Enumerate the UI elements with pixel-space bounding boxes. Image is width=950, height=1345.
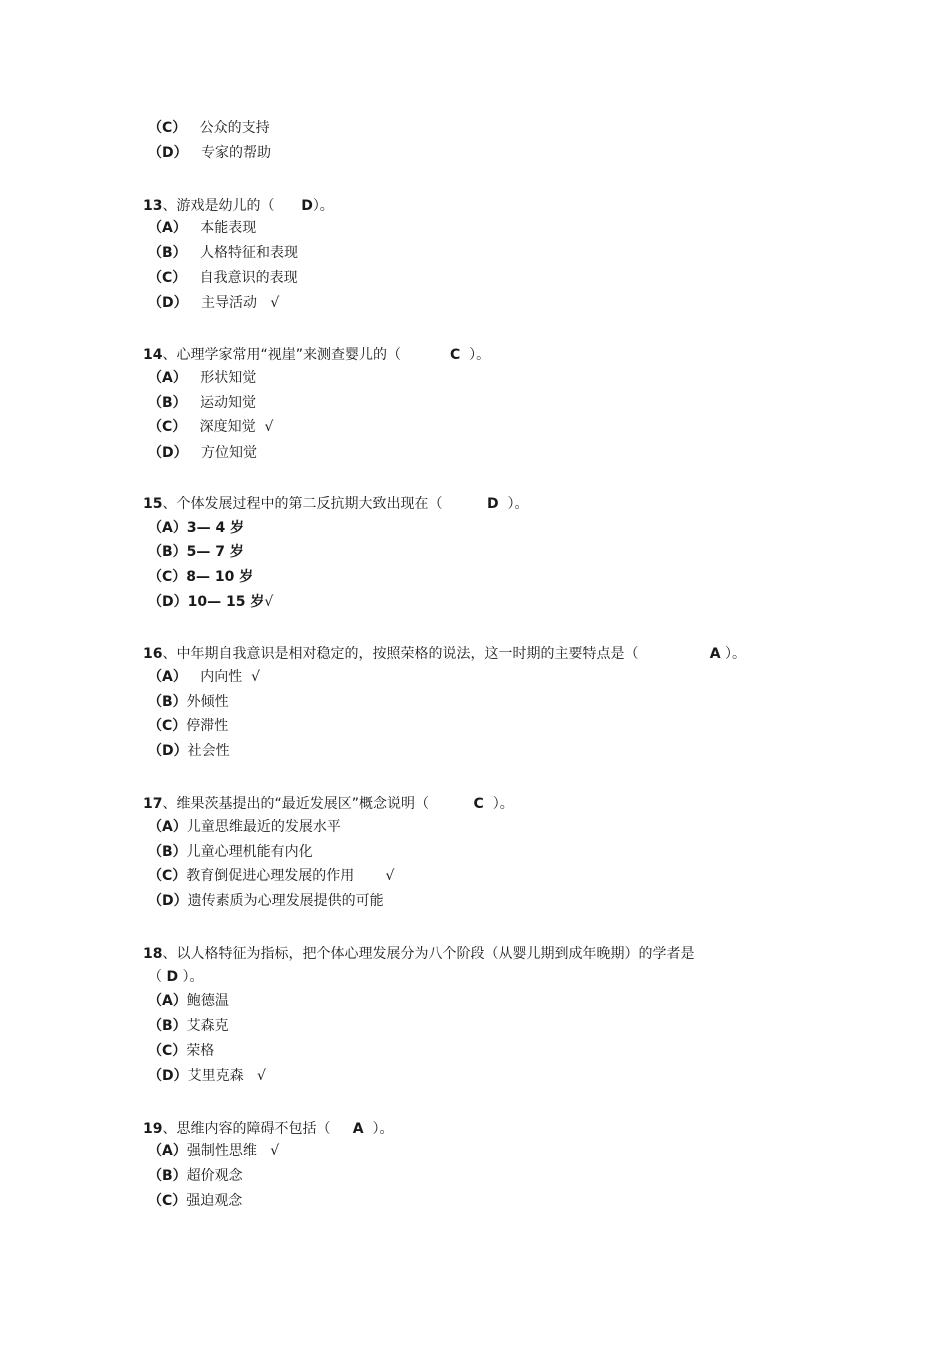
question-16-stem: 16、中年期自我意识是相对稳定的，按照荣格的说法，这一时期的主要特点是（ A ）。 bbox=[143, 646, 746, 662]
option-a: （A）儿童思维最近的发展水平 bbox=[148, 819, 341, 835]
option-b: （B）儿童心理机能有内化 bbox=[148, 844, 313, 860]
option-d: （D） 专家的帮助 bbox=[148, 145, 271, 161]
option-c: （C）停滞性 bbox=[148, 718, 229, 734]
question-14-stem: 14、心理学家常用“视崖”来测查婴儿的（ C ）。 bbox=[143, 347, 491, 363]
option-d: （D）10— 15 岁√ bbox=[148, 594, 274, 610]
question-18-stem-line2: （ D ）。 bbox=[148, 969, 204, 985]
option-b: （B）超价观念 bbox=[148, 1168, 243, 1184]
option-d: （D） 主导活动 √ bbox=[148, 295, 280, 311]
option-c: （C）荣格 bbox=[148, 1043, 215, 1059]
option-c: （C）教育倒促进心理发展的作用 √ bbox=[148, 868, 395, 884]
option-a: （A） 形状知觉 bbox=[148, 370, 257, 386]
question-13-stem: 13、游戏是幼儿的（ D）。 bbox=[143, 198, 334, 214]
option-c: （C）8— 10 岁 bbox=[148, 569, 254, 585]
check-mark: √ bbox=[270, 295, 280, 311]
option-b: （B） 运动知觉 bbox=[148, 395, 257, 411]
option-a: （A）鲍德温 bbox=[148, 993, 229, 1009]
option-a: （A） 内向性 √ bbox=[148, 669, 261, 685]
question-19-stem: 19、思维内容的障碍不包括（ A ）。 bbox=[143, 1121, 394, 1137]
option-d: （D）艾里克森 √ bbox=[148, 1068, 266, 1084]
option-d: （D） 方位知觉 bbox=[148, 445, 257, 461]
check-mark: √ bbox=[251, 669, 261, 685]
option-a: （A） 本能表现 bbox=[148, 220, 257, 236]
option-c: （C） 自我意识的表现 bbox=[148, 270, 298, 286]
option-a: （A）3— 4 岁 bbox=[148, 520, 245, 536]
question-17-stem: 17、维果茨基提出的“最近发展区”概念说明（ C ）。 bbox=[143, 796, 514, 812]
option-b: （B）外倾性 bbox=[148, 694, 229, 710]
question-18-stem: 18、以人格特征为指标，把个体心理发展分为八个阶段（从婴儿期到成年晚期）的学者是 bbox=[143, 946, 695, 962]
option-b: （B） 人格特征和表现 bbox=[148, 245, 299, 261]
option-c: （C） 公众的支持 bbox=[148, 120, 270, 136]
check-mark: √ bbox=[264, 594, 274, 610]
check-mark: √ bbox=[270, 1143, 280, 1159]
option-c: （C） 深度知觉 √ bbox=[148, 419, 274, 435]
check-mark: √ bbox=[264, 419, 274, 435]
check-mark: √ bbox=[256, 1068, 266, 1084]
question-15-stem: 15、个体发展过程中的第二反抗期大致出现在（ D ）。 bbox=[143, 496, 529, 512]
option-b: （B）艾森克 bbox=[148, 1018, 229, 1034]
option-a: （A）强制性思维 √ bbox=[148, 1143, 280, 1159]
check-mark: √ bbox=[385, 868, 395, 884]
option-c: （C）强迫观念 bbox=[148, 1193, 243, 1209]
option-b: （B）5— 7 岁 bbox=[148, 544, 244, 560]
option-d: （D）社会性 bbox=[148, 743, 230, 759]
option-d: （D）遗传素质为心理发展提供的可能 bbox=[148, 893, 384, 909]
